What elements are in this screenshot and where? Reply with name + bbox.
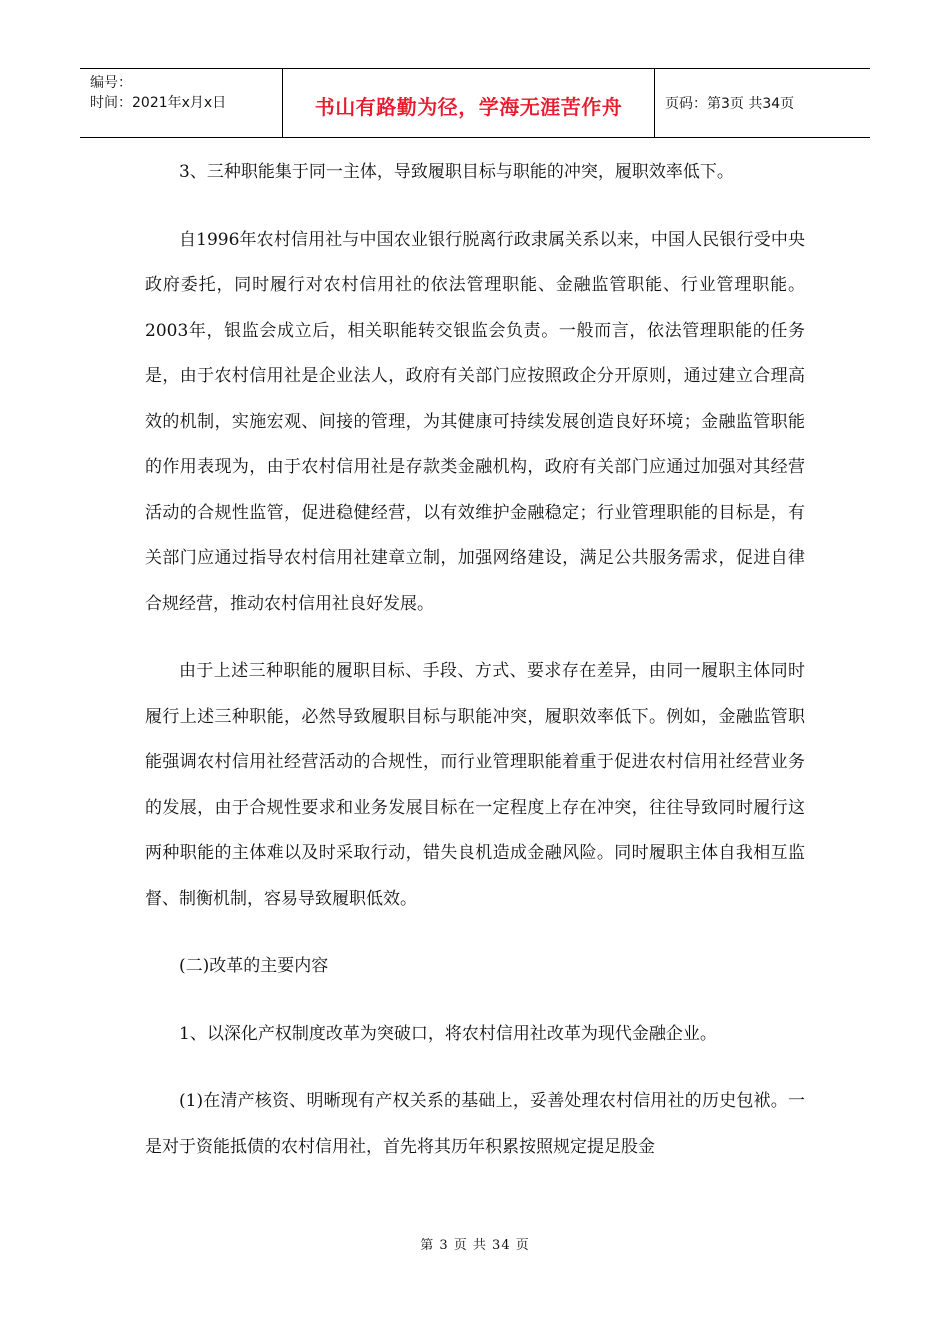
section-heading: (二)改革的主要内容	[179, 956, 329, 976]
header-motto-cell	[282, 69, 655, 137]
paragraph: 1、以深化产权制度改革为突破口，将农村信用社改革为现代金融企业。	[179, 1023, 717, 1044]
page-header	[80, 68, 870, 138]
paragraph: 由于上述三种职能的履职目标、手段、方式、要求存在差异，由同一履职主体同时履行上述三种职能，必然导致履职目标与职能冲突，履职效率低下。例如，金融监管职能强调农村信用社经营活动的合规性，而行业管理职能着重于促进农村信用社经营业务的发展，由于合规性要求和业务发展目标在一定程度上存在冲突，往往导致同时履行这两种职能的主体难以及时采取行动，错失良机造成金融风险。同时履职主体自我相互监督、制衡机制，容易导致履职低效。	[145, 661, 805, 909]
header-meta	[80, 69, 282, 137]
paragraph: 自1996年农村信用社与中国农业银行脱离行政隶属关系以来，中国人民银行受中央政府委托，同时履行对农村信用社的依法管理职能、金融监管职能、行业管理职能。2003年，银监会成立后，相关职能转交银监会负责。一般而言，依法管理职能的任务是，由于农村信用社是企业法人，政府有关部门应按照政企分开原则，通过建立合理高效的机制，实施宏观、间接的管理，为其健康可持续发展创造良好环境；金融监管职能的作用表现为，由于农村信用社是存款类金融机构，政府有关部门应通过加强对其经营活动的合规性监管，促进稳健经营，以有效维护金融稳定；行业管理职能的目标是，有关部门应通过指导农村信用社建章立制，加强网络建设，满足公共服务需求，促进自律合规经营，推动农村信用社良好发展。	[145, 229, 805, 614]
header-page-info	[655, 69, 870, 137]
document-body	[145, 150, 805, 1170]
page-footer: 第 3 页 共 34 页	[420, 1238, 530, 1253]
page-info-text: 页码：第3页 共34页	[665, 96, 795, 112]
paragraph: 3、三种职能集于同一主体，导致履职目标与职能的冲突，履职效率低下。	[179, 162, 734, 182]
number-label: 编号：	[90, 75, 132, 91]
time-label: 时间：2021年x月x日	[90, 95, 227, 111]
paragraph: (1)在清产核资、明晰现有产权关系的基础上，妥善处理农村信用社的历史包袱。一是对于资能抵债的农村信用社，首先将其历年积累按照规定提足股金	[145, 1091, 805, 1157]
motto-text: 书山有路勤为径，学海无涯苦作舟	[314, 94, 623, 119]
